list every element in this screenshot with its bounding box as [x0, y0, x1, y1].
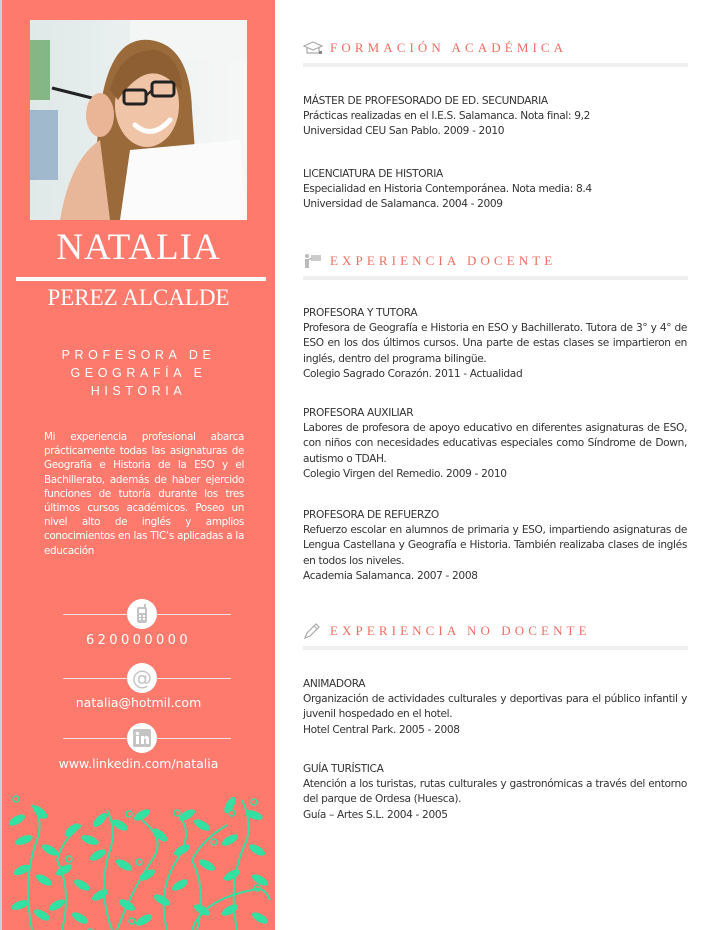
entry-title: MÁSTER DE PROFESORADO DE ED. SECUNDARIA — [303, 95, 548, 107]
entry-organization: Colegio Sagrado Corazón. 2011 - Actualidad — [303, 367, 523, 380]
teacher-board-icon — [303, 253, 323, 269]
entry-title: GUÍA TURÍSTICA — [303, 763, 384, 775]
entry-organization: Colegio Virgen del Remedio. 2009 - 2010 — [303, 467, 507, 480]
entry-title: LICENCIATURA DE HISTORIA — [303, 168, 443, 180]
experience-entry — [303, 306, 687, 382]
first-name: NATALIA — [56, 227, 221, 268]
linkedin-link[interactable]: www.linkedin.com/natalia — [58, 756, 219, 771]
profile-photo — [30, 20, 247, 220]
pencil-icon — [303, 623, 323, 639]
entry-description: Especialidad en Historia Contemporánea. Nota media: 8.4 — [303, 183, 592, 196]
entry-description: Organización de actividades culturales y deportivas para el público infantil y juvenil hospedado en el hotel. — [303, 693, 687, 721]
entry-description: Profesora de Geografía e Historia en ESO y Bachillerato. Tutora de 3° y 4° de ESO en los dos últimos cursos. Una parte de estas clases se impartieron en inglés, dentro del programa bilingüe. — [303, 322, 687, 365]
section-divider — [303, 646, 688, 650]
entry-title: PROFESORA DE REFUERZO — [303, 509, 439, 521]
experience-entry — [303, 406, 687, 482]
section-divider — [303, 276, 688, 280]
entry-title: ANIMADORA — [303, 678, 366, 690]
section-title: FORMACIÓN ACADÉMICA — [330, 40, 568, 55]
experience-entry — [303, 762, 687, 823]
linkedin-icon — [127, 723, 157, 753]
sidebar — [2, 0, 275, 930]
profile-photo-illustration — [30, 20, 247, 220]
experience-entry — [303, 508, 687, 584]
entry-organization: Guía – Artes S.L. 2004 - 2005 — [303, 808, 448, 821]
section-title: EXPERIENCIA DOCENTE — [330, 253, 557, 268]
vine-decoration — [2, 780, 275, 930]
entry-description: Refuerzo escolar en alumnos de primaria y ESO, impartiendo asignaturas de Lengua Castellana y Geografía e Historia. También realizaba clases de inglés en todos los niveles. — [303, 524, 687, 567]
entry-organization: Universidad de Salamanca. 2004 - 2009 — [303, 198, 503, 211]
profile-summary: Mi experiencia profesional abarca prácticamente todas las asignaturas de Geografía e Historia de la ESO y el Bachillerato, además de haber ejercido funciones de tutoría durante los tres últimos cursos académicos. Poseo un nivel alto de inglés y amplios conocimientos en las TIC’s aplicadas a la educación — [44, 431, 244, 557]
education-entry — [303, 94, 687, 140]
entry-organization: Academia Salamanca. 2007 - 2008 — [303, 569, 478, 582]
entry-description: Prácticas realizadas en el I.E.S. Salamanca. Nota final: 9,2 — [303, 110, 591, 123]
education-entry — [303, 167, 687, 213]
at-sign-icon: @ — [127, 663, 157, 693]
experience-entry — [303, 677, 687, 738]
name-divider — [16, 277, 266, 281]
entry-organization: Hotel Central Park. 2005 - 2008 — [303, 723, 460, 736]
section-divider — [303, 63, 688, 67]
entry-organization: Universidad CEU San Pablo. 2009 - 2010 — [303, 125, 505, 138]
section-title: EXPERIENCIA NO DOCENTE — [330, 623, 591, 638]
mobile-phone-icon — [127, 599, 157, 629]
last-name: PEREZ ALCALDE — [47, 285, 230, 310]
job-title: PROFESORA DE GEOGRAFÍA E HISTORIA — [61, 348, 216, 398]
graduation-cap-icon — [303, 40, 323, 56]
entry-title: PROFESORA Y TUTORA — [303, 307, 418, 319]
entry-description: Atención a los turistas, rutas culturales y gastronómicas a través del entorno del parque de Ordesa (Huesca). — [303, 778, 687, 806]
email-link[interactable]: natalia@hotmil.com — [75, 695, 202, 710]
entry-description: Labores de profesora de apoyo educativo en diferentes asignaturas de ESO, con niños con necesidades educativas especiales como Síndrome de Down, autismo o TDAH. — [303, 422, 687, 465]
entry-title: PROFESORA AUXILIAR — [303, 407, 414, 419]
phone-number[interactable]: 620000000 — [85, 633, 192, 648]
